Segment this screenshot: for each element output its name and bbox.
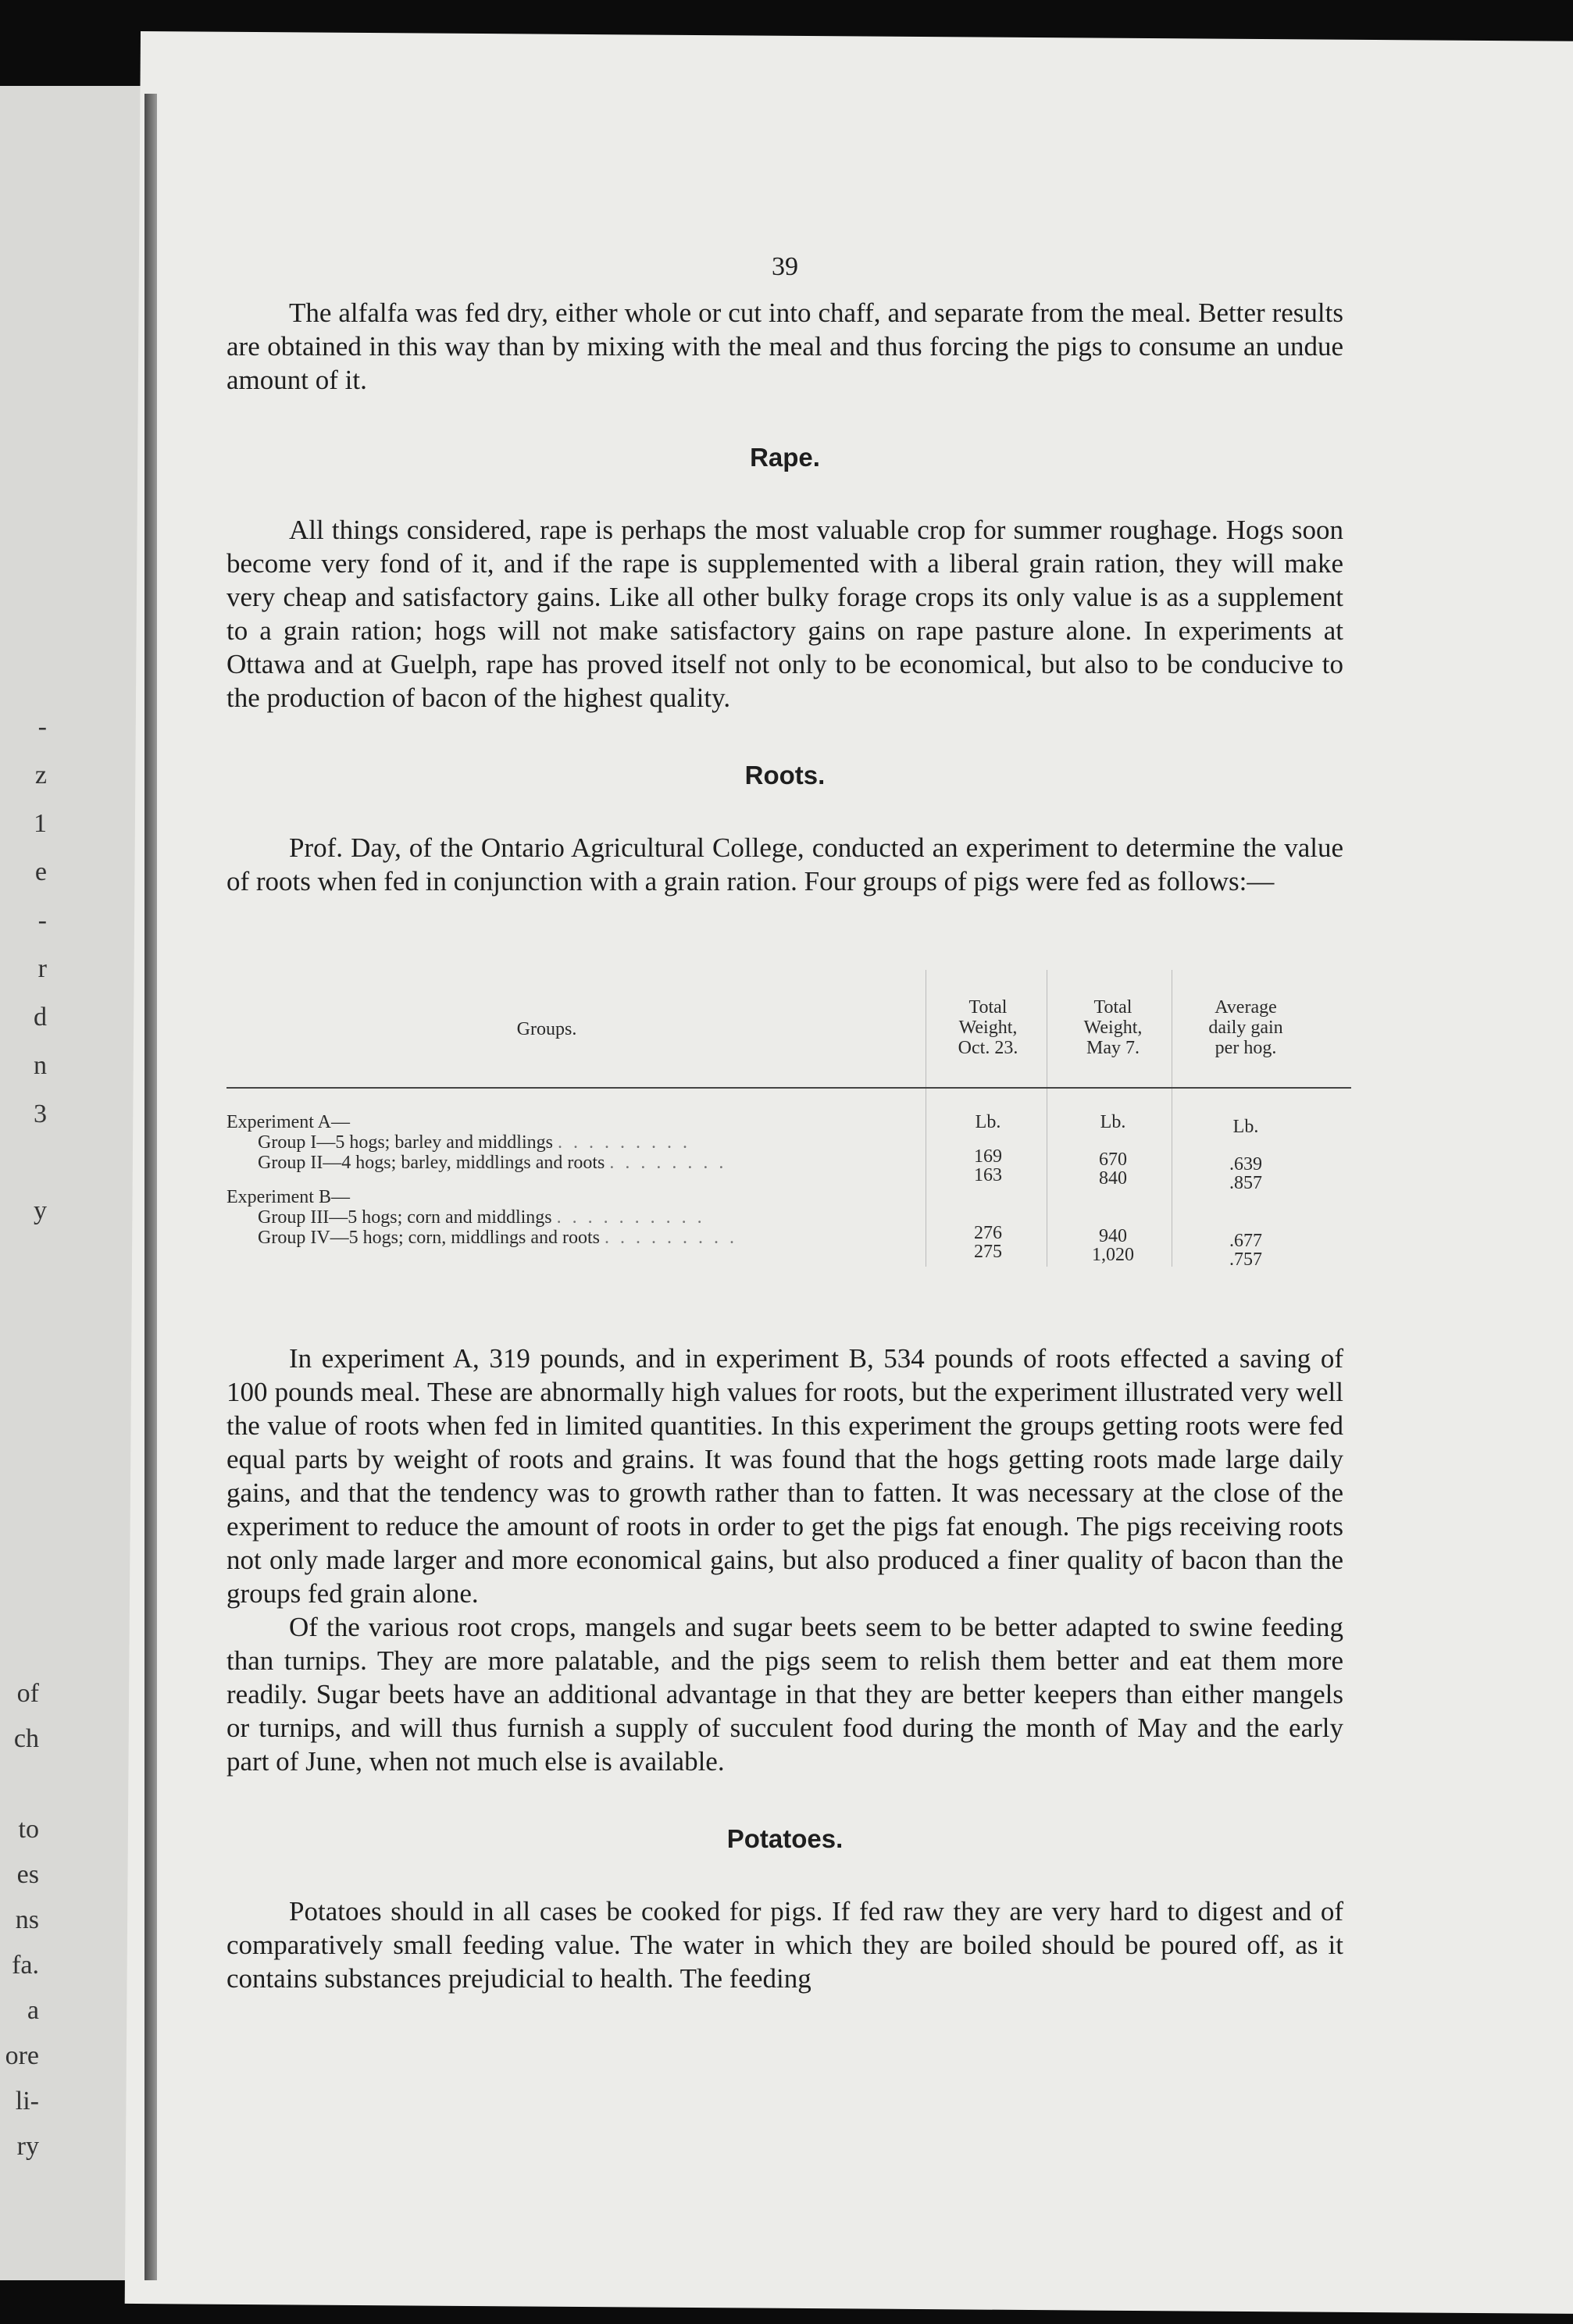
table-row-label: Group III—5 hogs; corn and middlings . . . . . . . . . . (258, 1207, 705, 1228)
roots-paragraph-2: Of the various root crops, mangels and sugar beets seem to be better adapted to swine feeding than turnips. They are more palatable, and the pigs seem to relish them better and eat them more readily. Sugar beets have an additional advantage in that they are better keepers than either mangels or turnips, and will thus furnish a supply of succulent food during the month of May and the early part of June, when not much else is available. (226, 1612, 1343, 1777)
roots-heading: Roots. (744, 761, 826, 790)
header-weight-may: Total Weight, May 7. (1083, 997, 1143, 1058)
table-cell: .639 (1229, 1154, 1262, 1174)
table-row-label: Group II—4 hogs; barley, middlings and roots . . . . . . . . (258, 1153, 727, 1173)
table-cell: .757 (1229, 1249, 1262, 1270)
table-cell: .677 (1229, 1231, 1262, 1251)
header-average-gain: Average daily gain per hog. (1208, 997, 1283, 1058)
rape-heading: Rape. (750, 443, 820, 472)
header-weight-oct: Total Weight, Oct. 23. (958, 997, 1018, 1058)
table-row-label: Group I—5 hogs; barley and middlings . . . . . . . . . (258, 1132, 690, 1153)
table-cell: 1,020 (1092, 1245, 1134, 1265)
unit-label: Lb. (1232, 1117, 1259, 1137)
roots-feeding-table (226, 939, 1343, 1306)
table-row-label: Group IV—5 hogs; corn, middlings and roots . . . . . . . . . (258, 1228, 737, 1248)
table-cell: .857 (1229, 1173, 1262, 1193)
header-groups: Groups. (516, 1019, 577, 1039)
table-cell: 276 (974, 1223, 1002, 1243)
table-cell: 169 (974, 1146, 1002, 1167)
unit-label: Lb. (975, 1112, 1001, 1132)
experiment-a-label: Experiment A— (226, 1112, 350, 1132)
page-fold-shadow (144, 94, 157, 2280)
potatoes-heading: Potatoes. (726, 1824, 844, 1853)
alfalfa-paragraph: The alfalfa was fed dry, either whole or cut into chaff, and separate from the meal. Better results are obtained in this way than by mixing with the meal and thus forcing the pigs to consume an undue amount of it. (226, 298, 1343, 395)
table-cell: 163 (974, 1165, 1002, 1185)
table-cell: 670 (1099, 1150, 1127, 1170)
header-rule (226, 1087, 1351, 1089)
unit-label: Lb. (1100, 1112, 1126, 1132)
roots-paragraph-1: In experiment A, 319 pounds, and in experiment B, 534 pounds of roots effected a saving of 100 pounds meal. These are abnormally high values for roots, but the experiment illustrated very well the value of roots when fed in limited quantities. In this experiment the groups getting roots were fed equal parts by weight of roots and grains. It was found that the hogs getting roots made large daily gains, and that the tendency was to growth rather than to fatten. It was necessary at the close of the experiment to reduce the amount of roots in order to get the pigs fat enough. The pigs receiving roots not only made larger and more economical gains, but also produced a finer quality of bacon than the groups fed grain alone. (226, 1343, 1343, 1609)
adjacent-page-fragments-lower: of ch to es ns fa. a ore li- ry (5, 1679, 39, 2161)
experiment-b-label: Experiment B— (226, 1187, 350, 1207)
page-content (226, 250, 1343, 1995)
table-cell: 275 (974, 1242, 1002, 1262)
potatoes-paragraph: Potatoes should in all cases be cooked for pigs. If fed raw they are very hard to digest and of comparatively small feeding value. The water in which they are boiled should be poured off, as it contains substances prejudicial to health. The feeding (226, 1896, 1343, 1994)
rape-paragraph: All things considered, rape is perhaps the most valuable crop for summer roughage. Hogs soon become very fond of it, and if the rape is supplemented with a liberal grain ration, they will make very cheap and satisfactory gains. Like all other bulky forage crops its only value is as a supplement to a grain ration; hogs will not make satisfactory gains on rape pasture alone. In experiments at Ottawa and at Guelph, rape has proved itself not only to be economical, but also to be conducive to the production of bacon of the highest quality. (226, 515, 1343, 713)
table-cell: 940 (1099, 1226, 1127, 1246)
table-cell: 840 (1099, 1168, 1127, 1189)
page-number: 39 (772, 252, 798, 281)
adjacent-page-fragments: - z 1 e - r d n 3 y (34, 712, 47, 1225)
roots-intro-paragraph: Prof. Day, of the Ontario Agricultural College, conducted an experiment to determine the value of roots when fed in conjunction with a grain ration. Four groups of pigs were fed as follows:— (226, 832, 1343, 896)
